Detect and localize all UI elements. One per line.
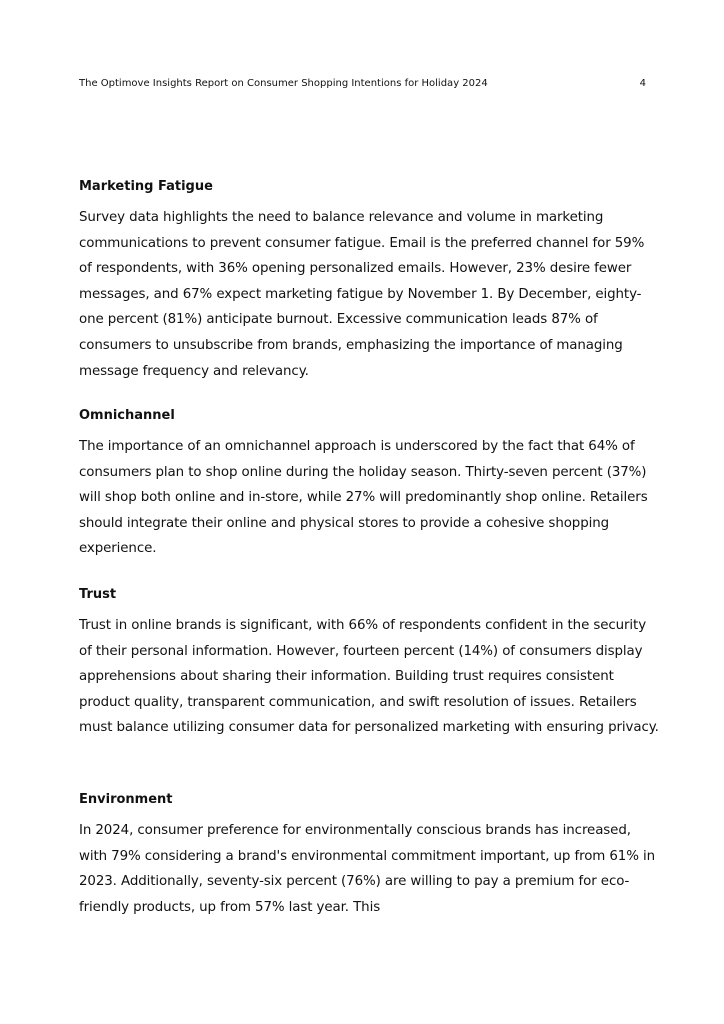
- section-omnichannel: [79, 408, 659, 562]
- section-heading: Marketing Fatigue: [79, 179, 213, 194]
- section-heading: Environment: [79, 792, 173, 807]
- section-environment: [79, 792, 659, 920]
- section-paragraph: The importance of an omnichannel approach is underscored by the fact that 64% of consumers plan to shop online during the holiday season. Thirty-seven percent (37%) will shop both online and in-store, while 27% will predominantly shop online. Retailers should integrate their online and physical stores to provide a cohesive shopping experience.: [79, 439, 648, 557]
- section-paragraph: Trust in online brands is significant, with 66% of respondents confident in the security of their personal information. However, fourteen percent (14%) of consumers display apprehensions about sharing their information. Building trust requires consistent product quality, transparent communication, and swift resolution of issues. Retailers must balance utilizing consumer data for personalized marketing with ensuring privacy.: [79, 618, 659, 736]
- section-heading: Omnichannel: [79, 408, 175, 423]
- section-marketing-fatigue: [79, 179, 659, 384]
- section-paragraph: Survey data highlights the need to balance relevance and volume in marketing communications to prevent consumer fatigue. Email is the preferred channel for 59% of respondents, with 36% opening personalized emails. However, 23% desire fewer messages, and 67% expect marketing fatigue by November 1. By December, eighty-one percent (81%) anticipate burnout. Excessive communication leads 87% of consumers to unsubscribe from brands, emphasizing the importance of managing message frequency and relevancy.: [79, 210, 645, 379]
- section-paragraph: In 2024, consumer preference for environmentally conscious brands has increased, with 79% considering a brand's environmental commitment important, up from 61% in 2023. Additionally, seventy-six percent (76%) are willing to pay a premium for eco-friendly products, up from 57% last year. This: [79, 823, 656, 915]
- section-trust: [79, 587, 659, 741]
- section-heading: Trust: [79, 587, 117, 602]
- running-header-title: The Optimove Insights Report on Consumer Shopping Intentions for Holiday 2024: [79, 78, 488, 89]
- page-number: 4: [639, 78, 646, 89]
